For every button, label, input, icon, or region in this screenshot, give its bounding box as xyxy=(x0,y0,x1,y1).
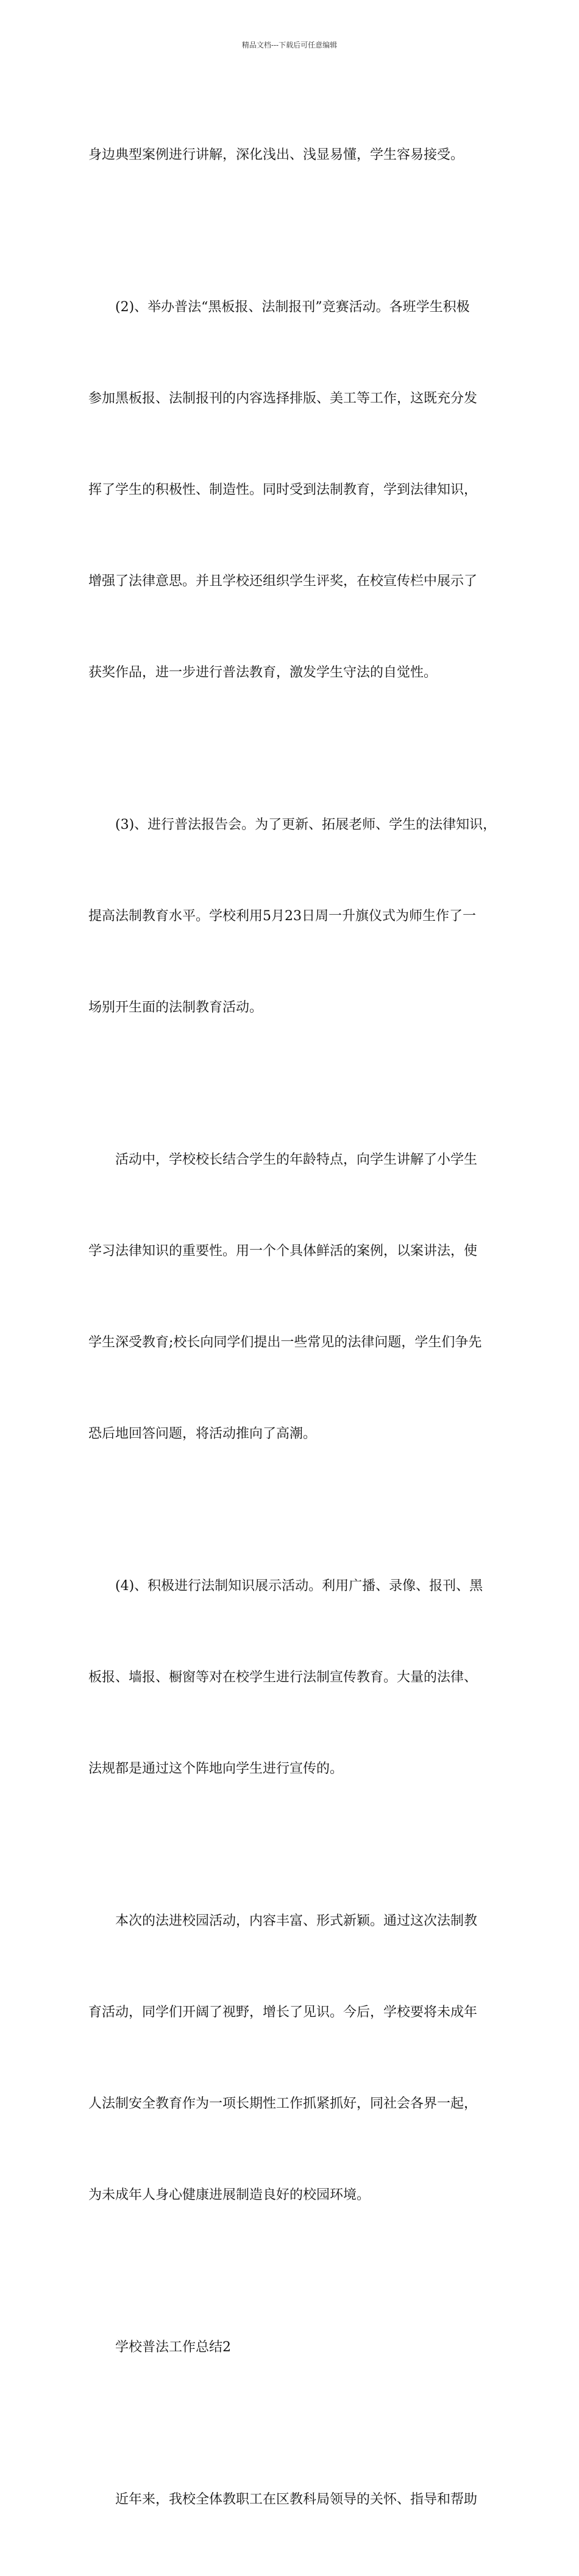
text-line: 为未成年人身心健康进展制造良好的校园环境。 xyxy=(88,2187,371,2203)
paragraph-law-report xyxy=(88,749,503,1084)
paragraph-case-intro xyxy=(88,79,503,231)
text-line: (2)、举办普法“黑板报、法制报刊”竞赛活动。各班学生积极 xyxy=(115,300,470,315)
text-line: 增强了法律意思。并且学校还组织学生评奖，在校宣传栏中展示了 xyxy=(88,574,478,589)
section-heading xyxy=(88,2272,503,2424)
text-line: 提高法制教育水平。学校利用5月23日周一升旗仪式为师生作了一 xyxy=(88,909,476,924)
text-line: 学生深受教育;校长向同学们提出一些常见的法律问题，学生们争先 xyxy=(88,1335,482,1350)
text-line: 身边典型案例进行讲解，深化浅出、浅显易懂，学生容易接受。 xyxy=(88,147,464,163)
text-line: 场别开生面的法制教育活动。 xyxy=(88,1000,263,1015)
paragraph-activity xyxy=(88,1084,503,1510)
paragraph-blackboard-contest xyxy=(88,231,503,749)
paragraph-knowledge-display xyxy=(88,1510,503,1845)
text-line: (3)、进行普法报告会。为了更新、拓展老师、学生的法律知识， xyxy=(115,817,497,832)
document-body xyxy=(88,79,503,2576)
text-line: 本次的法进校园活动，内容丰富、形式新颖。通过这次法制教 xyxy=(115,1913,478,1929)
text-line: (4)、积极进行法制知识展示活动。利用广播、录像、报刊、黑 xyxy=(115,1578,483,1594)
paragraph-section2-intro xyxy=(88,2424,503,2576)
text-line: 挥了学生的积极性、制造性。同时受到法制教育，学到法律知识， xyxy=(88,482,478,498)
text-line: 参加黑板报、法制报刊的内容选择排版、美工等工作，这既充分发 xyxy=(88,391,478,406)
text-line: 学习法律知识的重要性。用一个个具体鲜活的案例，以案讲法，使 xyxy=(88,1244,478,1259)
text-line: 板报、墙报、橱窗等对在校学生进行法制宣传教育。大量的法律、 xyxy=(88,1670,478,1685)
text-line: 获奖作品，进一步进行普法教育，激发学生守法的自觉性。 xyxy=(88,665,438,680)
page-header: 精品文档---下载后可任意编辑 xyxy=(241,41,338,49)
text-line: 近年来，我校全体教职工在区教科局领导的关怀、指导和帮助 xyxy=(115,2492,478,2507)
text-line: 法规都是通过这个阵地向学生进行宣传的。 xyxy=(88,1761,344,1776)
text-line: 活动中，学校校长结合学生的年龄特点，向学生讲解了小学生 xyxy=(115,1152,478,1167)
text-line: 恐后地回答问题，将活动推向了高潮。 xyxy=(88,1426,317,1441)
text-line: 育活动，同学们开阔了视野，增长了见识。今后，学校要将未成年 xyxy=(88,2005,478,2020)
paragraph-conclusion xyxy=(88,1845,503,2272)
text-line: 学校普法工作总结2 xyxy=(115,2340,231,2355)
text-line: 人法制安全教育作为一项长期性工作抓紧抓好，同社会各界一起， xyxy=(88,2096,478,2111)
